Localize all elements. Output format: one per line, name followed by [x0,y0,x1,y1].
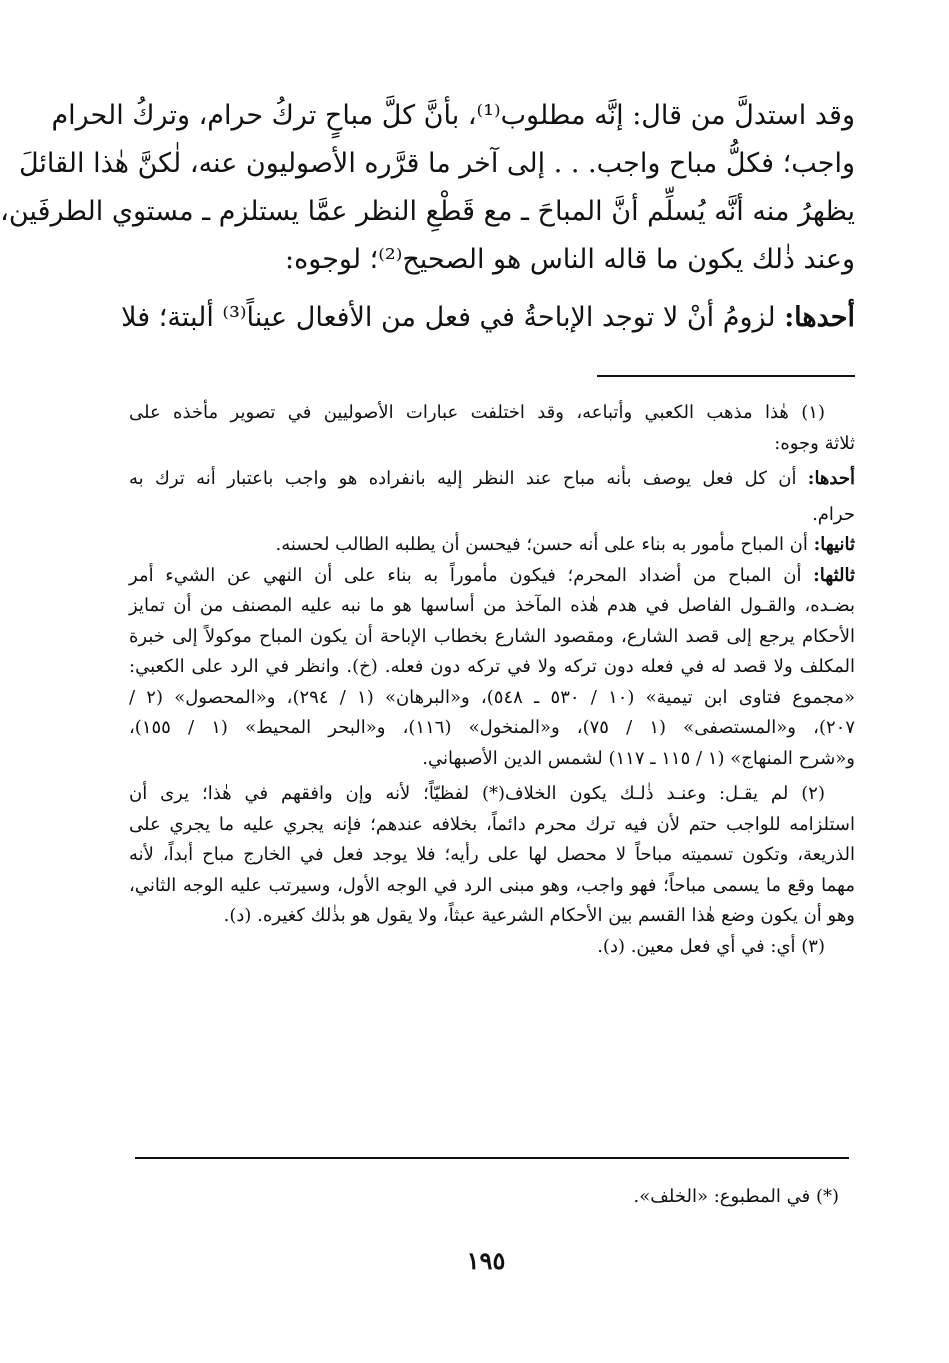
editor-note: (*) في المطبوع: «الخلف». [633,1186,839,1207]
footnote-1-third-aspect [129,561,855,592]
main-text-line-first-aspect [121,294,855,342]
footnote-1-line: المكلف ولا قصد له في فعله دون تركه ولا في تركه دون فعله. (خ). وانظر في الرد على الكعبي: [129,656,855,677]
footnote-1-first-label: أحدها: [807,468,855,489]
first-aspect-text: لزومُ أنْ لا توجد الإباحةُ في فعل من الأفعال عيناً⁽³⁾ ألبتة؛ فلا [121,302,785,333]
main-text-line: وقد استدلَّ من قال: إنَّه مطلوب⁽¹⁾، بأنَّ كلَّ مباحٍ تركُ حرام، وتركُ الحرام [51,100,855,131]
footnote-separator [597,375,855,377]
footnote-2-line: مهما وقع ما يسمى مباحاً؛ فهو واجب، وهو مبنى الرد في الوجه الأول، وسيرتب عليه الوجه الثاني، [129,874,855,896]
footnote-1-line: (١) هٰذا مذهب الكعبي وأتباعه، وقد اختلفت عبارات الأصوليين في تصوير مأخذه على [129,402,825,423]
main-text-line: واجب؛ فكلُّ مباح واجب. . . إلى آخر ما قرَّره الأصوليون عنه، لٰكنَّ هٰذا القائلَ [18,148,855,179]
footnote-1-second-text: أن المباح مأمور به بناء على أنه حسن؛ فيحسن أن يطلبه الطالب لحسنه. [275,534,814,555]
footnote-1-second-label: ثانيها: [813,534,855,555]
footnote-1-line: الأحكام يرجع إلى قصد الشارع، ومقصود الشارع بخطاب الإباحة أن يكون المباح موكولاً إلى خبرة [129,625,855,647]
footnote-1-line: ٢٠٧)، و«المستصفى» (١ / ٧٥)، و«المنخول» (١١٦)، و«البحر المحيط» (١ / ١٥٥)، [129,717,855,738]
footnote-1-line: و«شرح المنهاج» (١ / ١١٥ ـ ١١٧) لشمس الدين الأصبهاني. [422,747,855,769]
footnote-1-first-aspect [129,464,855,495]
footnote-1-line: ثلاثة وجوه: [774,432,855,454]
footnote-1-line: حرام. [812,503,855,525]
footnote-3-line: (٣) أي: في أي فعل معين. (د). [597,935,825,957]
footnote-2-line: الذريعة، وتكون تسميته مباحاً لا محصل لها على رأيه؛ فلا يوجد فعل في الخارج مباح أبداً، لأنه [129,844,855,865]
main-text-line: وعند ذٰلك يكون ما قاله الناس هو الصحيح⁽²⁾؛ لوجوه: [285,244,855,275]
editor-note-separator [135,1157,849,1159]
footnote-1-third-text: أن المباح من أضداد المحرم؛ فيكون مأموراً به بناء على أن النهي عن الشيء أمر [129,564,814,586]
footnotes-block [129,398,855,962]
footnote-1-second-aspect [129,530,855,561]
page-number: ١٩٥ [466,1246,506,1275]
main-text-line: يظهرُ منه أنَّه يُسلِّم أنَّ المباحَ ـ مع قَطْعِ النظر عمَّا يستلزم ـ مستوي الطرفَين، [0,196,855,227]
footnote-2-line: وهو أن يكون وضع هٰذا القسم بين الأحكام الشرعية عبثاً، ولا يقول هو بذٰلك كغيره. (د). [223,905,855,926]
main-text-block [0,92,855,342]
footnote-1-line: بضـده، والقـول الفاصل في هدم هٰذه المآخذ من أساسها هو ما نبه عليه المصنف من أن تمايز [129,595,855,616]
footnote-1-line: «مجموع فتاوى ابن تيمية» (١٠ / ٥٣٠ ـ ٥٤٨)، و«البرهان» (١ / ٢٩٤)، و«المحصول» (٢ / [129,686,856,708]
footnote-2-line: (٢) لم يقـل: وعنـد ذٰلـك يكون الخلاف(*) لفظيّاً؛ لأنه وإن وافقهم في هٰذا؛ يرى أن [129,783,825,804]
footnote-1-first-text: أن كل فعل يوصف بأنه مباح عند النظر إليه بانفراده هو واجب باعتبار أنه ترك به [129,468,808,489]
footnote-1-third-label: ثالثها: [813,564,855,586]
first-aspect-label: أحدها: [784,302,855,333]
footnote-2-line: استلزامه للواجب حتم لأن فيه ترك محرم دائماً، بخلافه عندهم؛ فإنه يجري عليه ما يجري على [129,813,855,835]
